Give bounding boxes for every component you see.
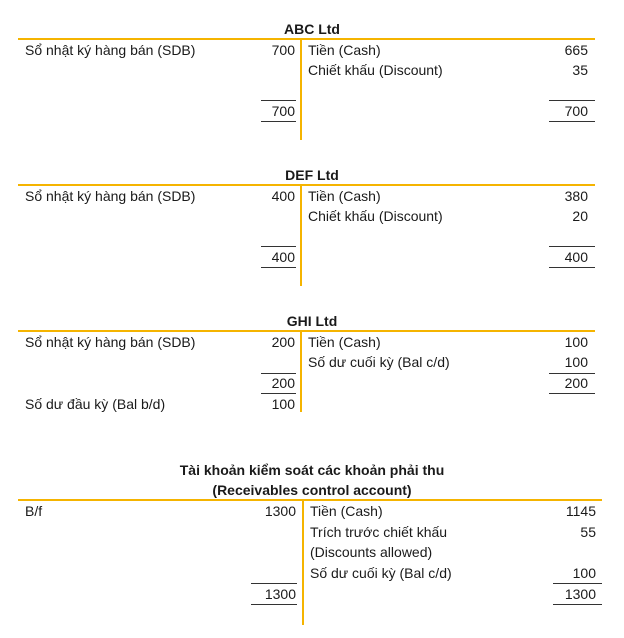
credit-entry-label: Số dư cuối kỳ (Bal c/d) <box>310 565 452 581</box>
debit-entry-amount: 700 <box>271 42 295 58</box>
credit-total: 700 <box>564 103 588 119</box>
account-title: Tài khoản kiểm soát các khoản phải thu <box>179 462 445 478</box>
total-rule-bottom <box>549 393 595 394</box>
debit-total: 200 <box>271 375 295 391</box>
brought-down-label: Số dư đầu kỳ (Bal b/d) <box>25 396 166 412</box>
credit-entry-label: Chiết khấu (Discount) <box>308 208 443 224</box>
credit-entry-label-continued: (Discounts allowed) <box>310 544 433 560</box>
debit-entry-label: Sổ nhật ký hàng bán (SDB) <box>25 334 196 350</box>
total-rule-bottom <box>553 604 602 605</box>
t-account-divider <box>302 499 304 625</box>
credit-entry-amount: 55 <box>580 524 596 540</box>
total-rule-bottom <box>549 121 595 122</box>
t-account-divider <box>300 184 302 286</box>
t-account-divider <box>300 38 302 140</box>
total-rule-bottom <box>251 604 297 605</box>
account-title: ABC Ltd <box>284 21 340 37</box>
debit-total: 1300 <box>264 586 296 602</box>
debit-entry-label: B/f <box>25 503 43 519</box>
credit-entry-amount: 1145 <box>565 503 596 519</box>
credit-entry-label: Tiền (Cash) <box>308 334 381 350</box>
brought-down-amount: 100 <box>271 396 295 412</box>
credit-entry-label: Tiền (Cash) <box>308 42 381 58</box>
credit-entry-amount: 35 <box>572 62 588 78</box>
credit-entry-amount: 20 <box>572 208 588 224</box>
debit-entry-amount: 200 <box>271 334 295 350</box>
t-account-divider <box>300 330 302 412</box>
credit-entry-label: Trích trước chiết khấu <box>310 524 448 540</box>
total-rule-bottom <box>549 267 595 268</box>
debit-entry-label: Sổ nhật ký hàng bán (SDB) <box>25 42 196 58</box>
total-rule-bottom <box>261 121 296 122</box>
debit-entry-amount: 1300 <box>264 503 296 519</box>
credit-total: 200 <box>564 375 588 391</box>
credit-entry-amount: 100 <box>572 565 596 581</box>
credit-total: 1300 <box>564 586 596 602</box>
credit-entry-amount: 100 <box>564 334 588 350</box>
account-title: GHI Ltd <box>286 313 338 329</box>
debit-total: 400 <box>271 249 295 265</box>
credit-entry-label: Tiền (Cash) <box>310 503 383 519</box>
credit-total: 400 <box>564 249 588 265</box>
account-title: DEF Ltd <box>285 167 339 183</box>
debit-total: 700 <box>271 103 295 119</box>
debit-entry-label: Sổ nhật ký hàng bán (SDB) <box>25 188 196 204</box>
credit-entry-label: Số dư cuối kỳ (Bal c/d) <box>308 354 450 370</box>
credit-entry-label: Chiết khấu (Discount) <box>308 62 443 78</box>
total-rule-bottom <box>261 267 296 268</box>
credit-entry-amount: 380 <box>564 188 588 204</box>
debit-entry-amount: 400 <box>271 188 295 204</box>
credit-entry-amount: 100 <box>564 354 588 370</box>
credit-entry-amount: 665 <box>564 42 588 58</box>
account-subtitle: (Receivables control account) <box>212 482 412 498</box>
credit-entry-label: Tiền (Cash) <box>308 188 381 204</box>
